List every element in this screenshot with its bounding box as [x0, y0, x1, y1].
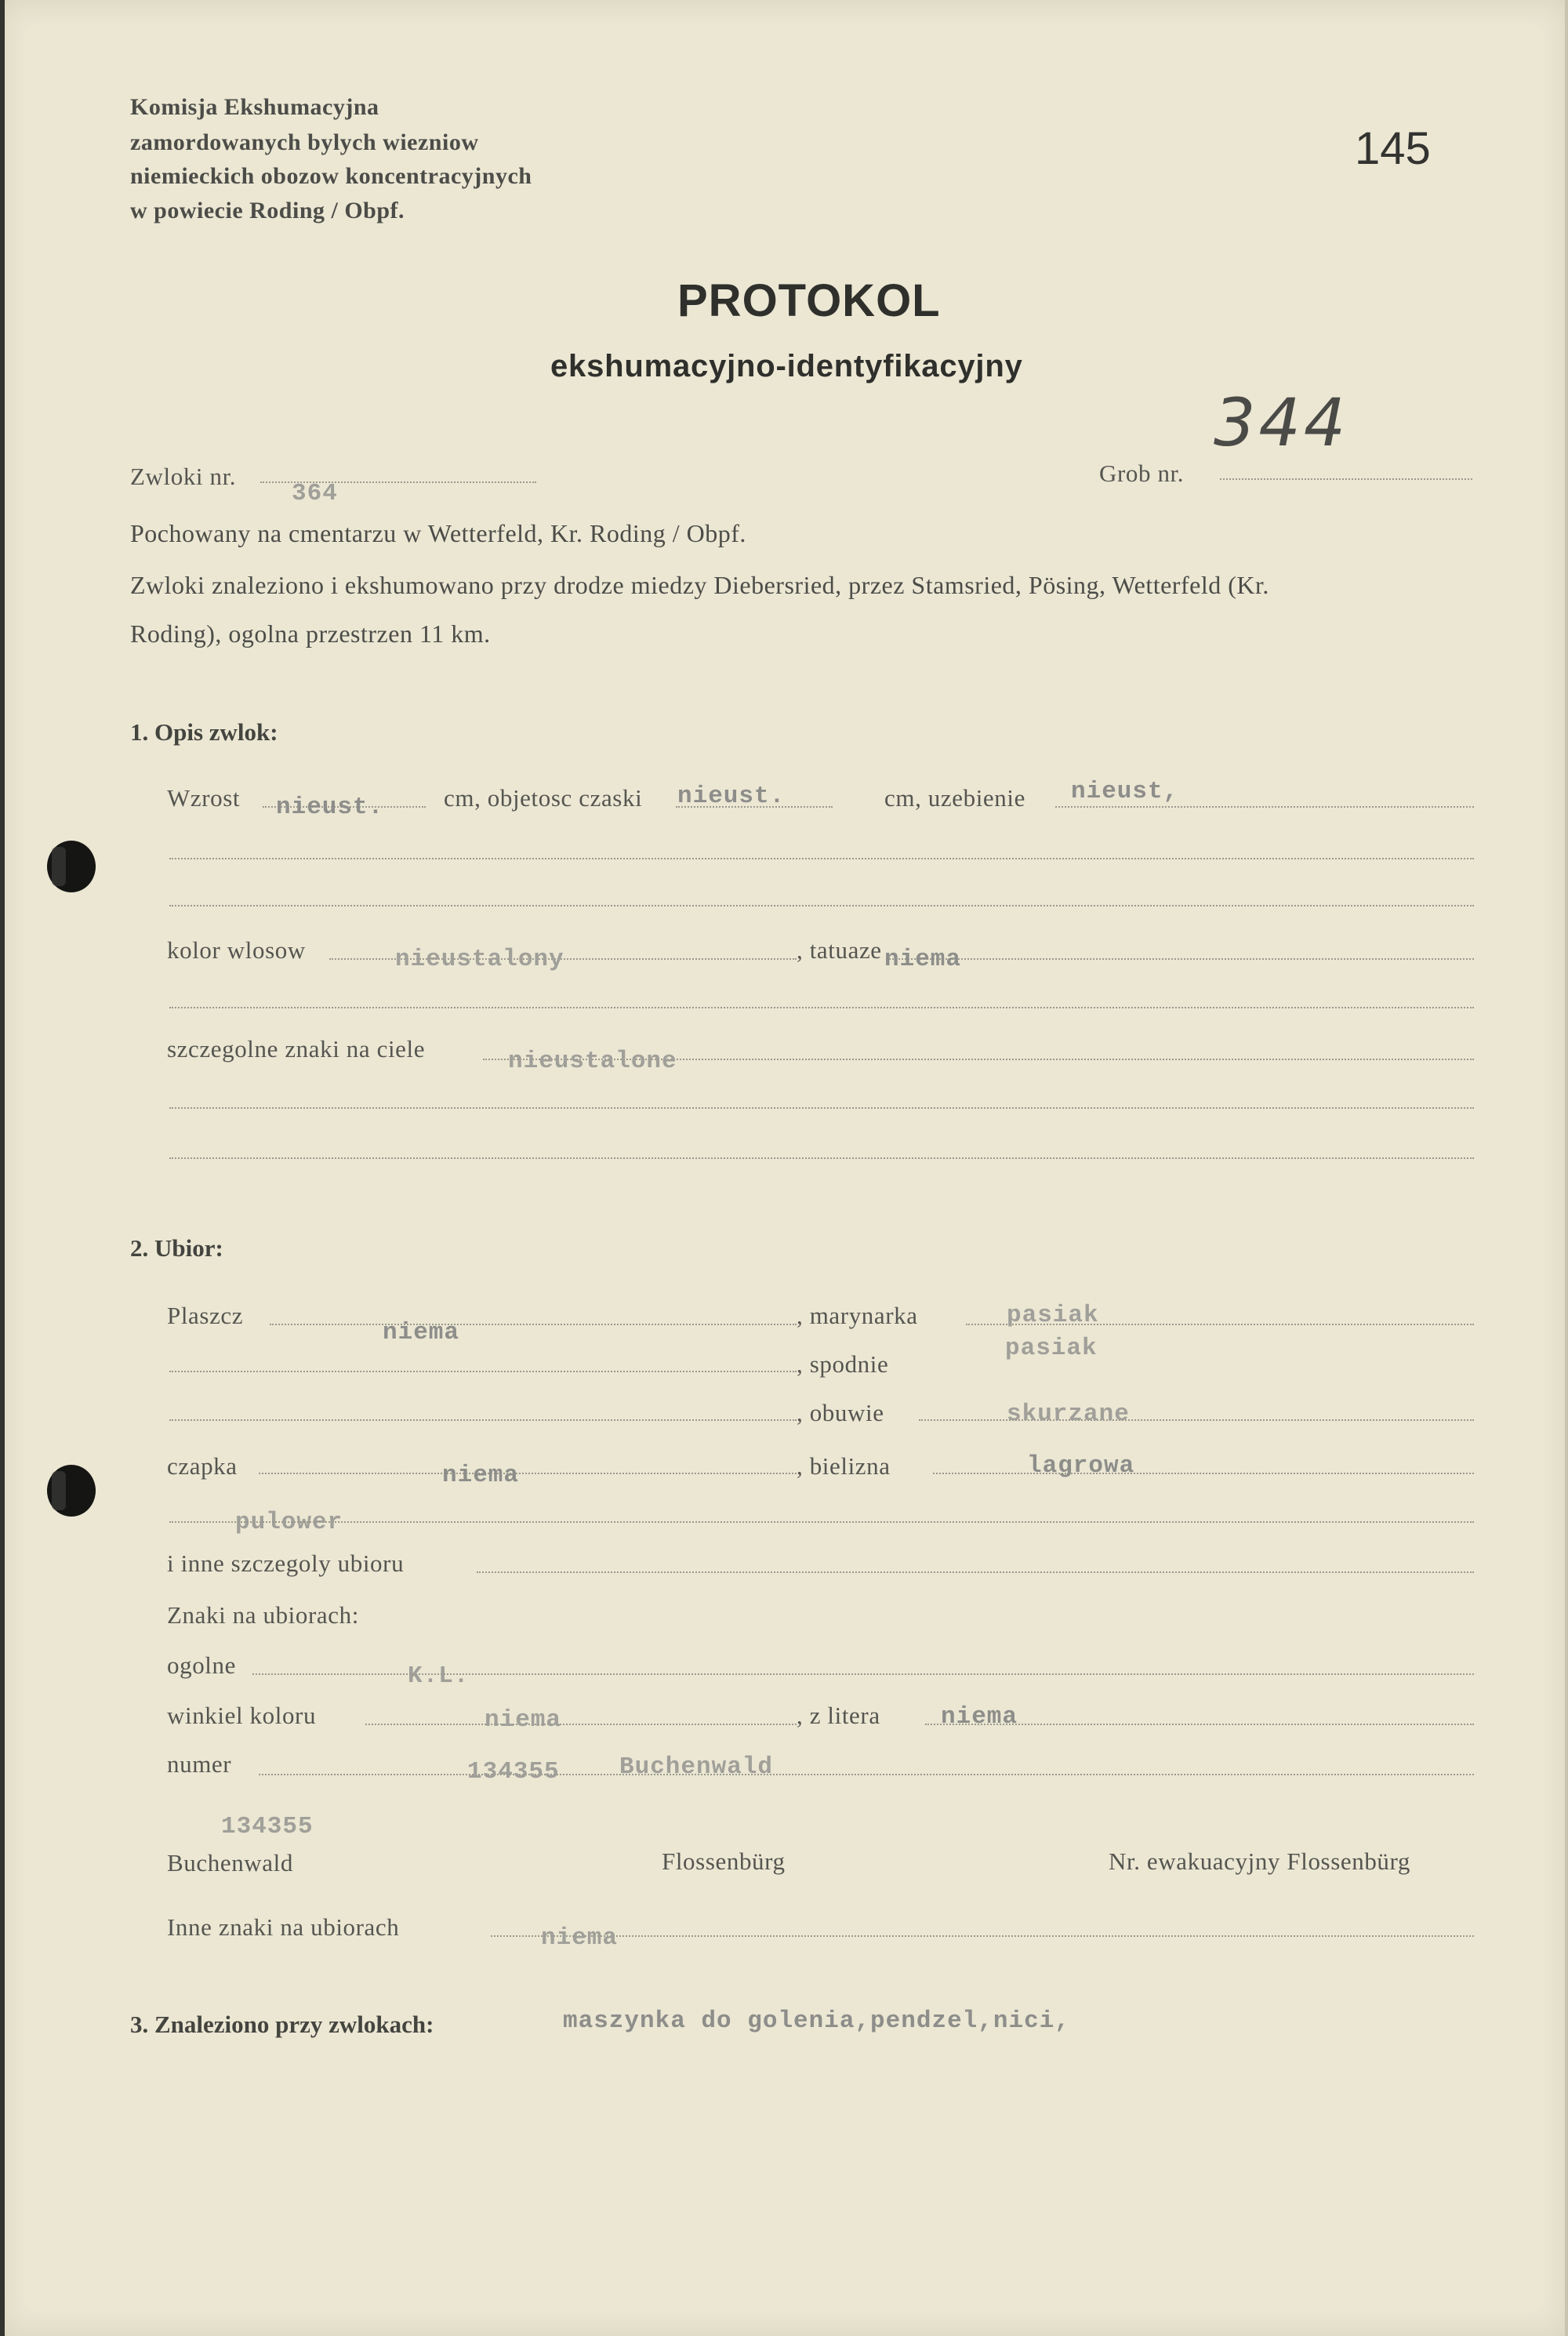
remains-number-label: Zwloki nr. — [130, 463, 237, 490]
header-line-1: Komisja Ekshumacyjna — [130, 94, 379, 120]
tattoo-line — [886, 958, 1474, 960]
blank-line — [169, 1007, 1474, 1008]
general-marks-value: K.L. — [408, 1662, 470, 1690]
punch-hole — [47, 841, 96, 892]
section-3-heading: 3. Znaleziono przy zwlokach: — [130, 2011, 434, 2038]
letter-label: , z litera — [797, 1702, 880, 1729]
hair-color-label: kolor wlosow — [167, 936, 306, 964]
coat-line — [270, 1324, 797, 1325]
shoes-line — [919, 1419, 1474, 1421]
body-marks-label: szczegolne znaki na ciele — [167, 1035, 426, 1063]
jacket-value: pasiak — [1007, 1302, 1099, 1329]
blank-line — [169, 1107, 1474, 1109]
found-location-text-2: Roding), ogolna przestrzen 11 km. — [130, 619, 491, 648]
buchenwald-label: Buchenwald — [167, 1849, 293, 1876]
blank-line — [169, 1521, 1474, 1523]
other-marks-line — [491, 1935, 1474, 1937]
jacket-label: , marynarka — [797, 1302, 918, 1329]
number-camp-value: Buchenwald — [619, 1753, 774, 1781]
clothing-marks-heading: Znaki na ubiorach: — [167, 1601, 359, 1629]
skull-label: cm, objetosc czaski — [444, 784, 643, 812]
hair-color-value: nieustalony — [395, 946, 564, 973]
burial-place-text: Pochowany na cmentarzu w Wetterfeld, Kr. Roding / Obpf. — [130, 519, 746, 547]
extra-clothing-value: pulower — [235, 1509, 343, 1536]
trousers-value: pasiak — [1005, 1335, 1098, 1362]
blank-line — [169, 1157, 1474, 1159]
other-clothing-line — [477, 1571, 1474, 1573]
other-marks-value: niema — [541, 1924, 619, 1952]
general-marks-label: ogolne — [167, 1651, 236, 1679]
teeth-line — [1055, 806, 1474, 808]
triangle-color-value: niema — [485, 1706, 562, 1734]
document-title: PROTOKOL — [677, 275, 941, 326]
other-marks-label: Inne znaki na ubiorach — [167, 1913, 400, 1941]
evacuation-number-label: Nr. ewakuacyjny Flossenbürg — [1109, 1847, 1410, 1875]
remains-number-value: 364 — [292, 480, 338, 507]
trousers-label: , spodnie — [797, 1350, 889, 1378]
cap-value: niema — [442, 1462, 520, 1489]
header-line-4: w powiecie Roding / Obpf. — [130, 198, 405, 223]
grave-number-line — [1220, 478, 1472, 480]
body-marks-value: nieustalone — [508, 1048, 677, 1075]
found-items-value: maszynka do golenia,pendzel,nici, — [563, 2007, 1070, 2035]
blank-line — [169, 1371, 797, 1372]
found-location-text-1: Zwloki znaleziono i ekshumowano przy drodze miedzy Diebersried, przez Stamsried, Pösing, Wetterfeld (Kr. — [130, 571, 1269, 599]
cap-label: czapka — [167, 1452, 238, 1480]
teeth-label: cm, uzebienie — [884, 784, 1025, 812]
grave-number-label: Grob nr. — [1099, 460, 1185, 487]
height-label: Wzrost — [167, 784, 241, 812]
section-2-heading: 2. Ubior: — [130, 1234, 223, 1262]
header-line-3: niemieckich obozow koncentracyjnych — [130, 163, 532, 189]
letter-value: niema — [941, 1703, 1018, 1731]
blank-line — [169, 905, 1474, 906]
tattoo-label: , tatuaze — [797, 936, 882, 964]
number-label: numer — [167, 1750, 232, 1778]
skull-value: nieust. — [677, 783, 786, 810]
scan-edge — [0, 0, 5, 2336]
flossenburg-label: Flossenbürg — [662, 1847, 786, 1875]
blank-line — [169, 1419, 797, 1421]
underwear-label: , bielizna — [797, 1452, 891, 1480]
punch-hole — [47, 1465, 96, 1517]
underwear-value: lagrowa — [1027, 1452, 1135, 1480]
underwear-line — [933, 1473, 1474, 1474]
tattoo-value: niema — [884, 946, 962, 973]
blank-line — [169, 858, 1474, 859]
triangle-color-line — [365, 1724, 797, 1725]
number-value: 134355 — [467, 1758, 560, 1786]
section-1-heading: 1. Opis zwlok: — [130, 718, 278, 746]
page-number: 145 — [1355, 123, 1431, 174]
coat-value: niema — [383, 1319, 460, 1346]
height-value: nieust. — [276, 794, 384, 821]
buchenwald-number-value: 134355 — [221, 1813, 314, 1840]
triangle-color-label: winkiel koloru — [167, 1702, 317, 1729]
shoes-value: skurzane — [1007, 1401, 1130, 1428]
coat-label: Plaszcz — [167, 1302, 244, 1329]
number-line — [259, 1774, 1474, 1775]
grave-number-value: 344 — [1214, 384, 1349, 461]
scan-edge-right — [1565, 0, 1568, 2336]
cap-line — [259, 1473, 797, 1474]
document-subtitle: ekshumacyjno-identyfikacyjny — [550, 349, 1023, 383]
teeth-value: nieust, — [1071, 778, 1179, 805]
other-clothing-label: i inne szczegoly ubioru — [167, 1549, 405, 1577]
header-line-2: zamordowanych bylych wiezniow — [130, 129, 479, 155]
shoes-label: , obuwie — [797, 1399, 884, 1426]
